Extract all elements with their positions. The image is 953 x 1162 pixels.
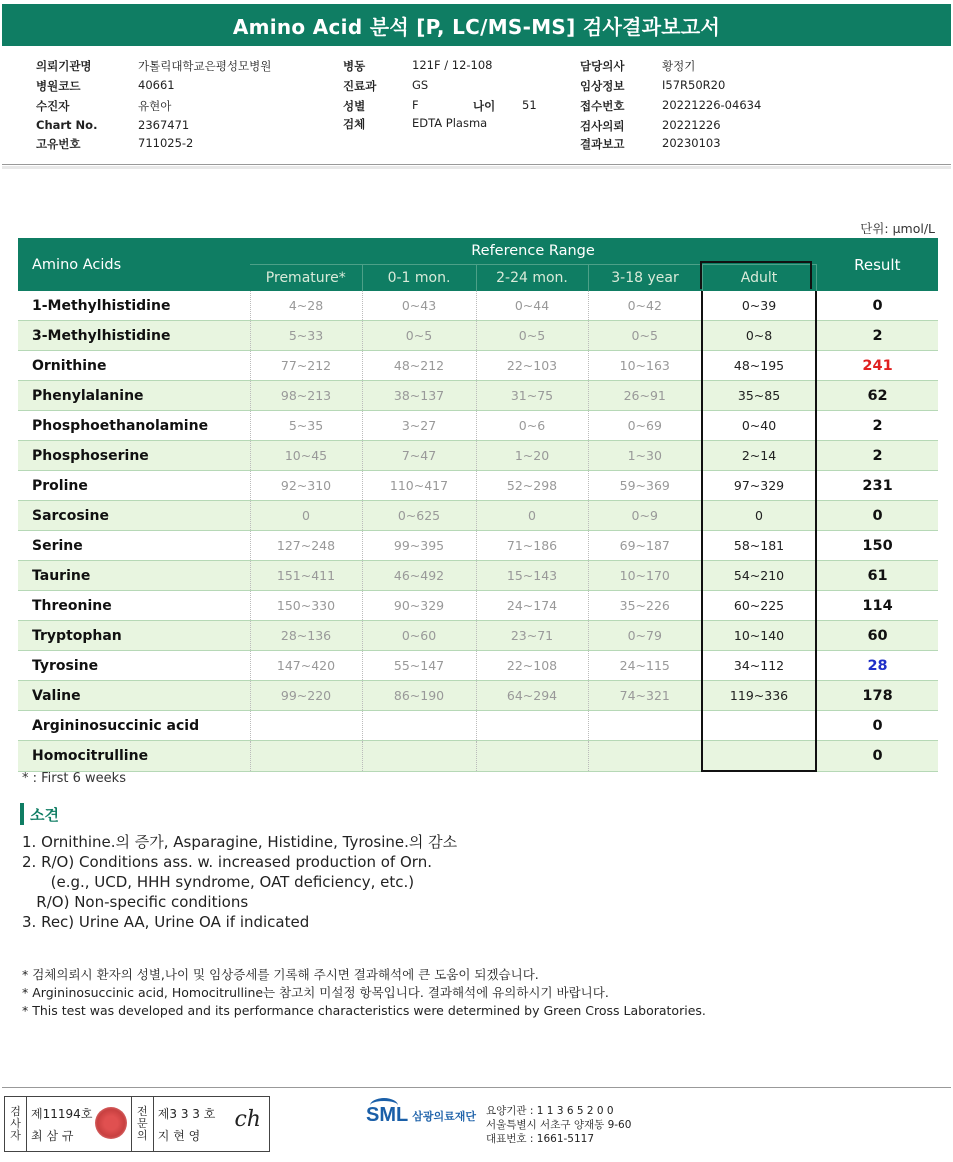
result-value: 178 <box>816 681 938 711</box>
ref-range: 3~27 <box>362 411 476 441</box>
ref-range <box>250 711 362 741</box>
logo-org: 삼광의료재단 <box>412 1109 476 1123</box>
header-ref-col-adult: Adult <box>702 265 816 292</box>
header-ref-col: 3-18 year <box>588 265 702 292</box>
ref-range: 0~42 <box>588 291 702 321</box>
info-label: 담당의사 <box>580 59 625 73</box>
ref-range-adult: 35~85 <box>702 381 816 411</box>
ref-range: 64~294 <box>476 681 588 711</box>
result-value: 2 <box>816 321 938 351</box>
patient-info <box>0 52 953 162</box>
ref-range: 5~33 <box>250 321 362 351</box>
amino-acid-name: Homocitrulline <box>18 741 250 772</box>
table-row <box>18 291 938 321</box>
header-result: Result <box>816 238 938 291</box>
ref-range: 5~35 <box>250 411 362 441</box>
ref-range <box>362 711 476 741</box>
footnote: * : First 6 weeks <box>22 771 126 786</box>
ref-range: 0~5 <box>588 321 702 351</box>
result-value: 0 <box>816 501 938 531</box>
ref-range-adult <box>702 741 816 772</box>
result-value: 241 <box>816 351 938 381</box>
remark-line: * This test was developed and its performance characteristics were determined by Green Cross Laboratories. <box>22 1003 706 1018</box>
ref-range-adult: 48~195 <box>702 351 816 381</box>
header-ref-col: Premature* <box>250 265 362 292</box>
findings-title: 소견 <box>30 806 59 824</box>
info-label: 임상정보 <box>580 79 625 93</box>
ref-range: 46~492 <box>362 561 476 591</box>
signature: ch <box>234 1107 261 1132</box>
info-value: 40661 <box>138 78 175 92</box>
ref-range: 7~47 <box>362 441 476 471</box>
specialist-vertical-label <box>132 1097 154 1151</box>
info-label: 수진자 <box>36 99 70 113</box>
examiner-name: 최 삼 규 <box>31 1129 74 1143</box>
info-value: 유현아 <box>138 99 172 113</box>
info-label: 결과보고 <box>580 137 625 151</box>
finding-line: (e.g., UCD, HHH syndrome, OAT deficiency, etc.) <box>22 873 415 891</box>
ref-range-adult: 0~8 <box>702 321 816 351</box>
header-amino-acids: Amino Acids <box>18 238 250 291</box>
info-label: 의뢰기관명 <box>36 59 92 73</box>
unit-label: 단위: μmol/L <box>860 221 935 236</box>
ref-range-adult: 97~329 <box>702 471 816 501</box>
ref-range: 90~329 <box>362 591 476 621</box>
ref-range <box>362 741 476 772</box>
specialist-name: 지 현 영 <box>157 1129 201 1143</box>
table-row <box>18 591 938 621</box>
amino-acid-name: Tryptophan <box>18 621 250 651</box>
ref-range: 150~330 <box>250 591 362 621</box>
ref-range: 59~369 <box>588 471 702 501</box>
header-ref-col: 0-1 mon. <box>362 265 476 292</box>
ref-range: 22~103 <box>476 351 588 381</box>
ref-range: 28~136 <box>250 621 362 651</box>
table-row <box>18 621 938 651</box>
examiner-cell <box>27 1097 132 1151</box>
table-row <box>18 321 938 351</box>
amino-acid-name: Serine <box>18 531 250 561</box>
ref-range: 98~213 <box>250 381 362 411</box>
ref-range: 0~5 <box>476 321 588 351</box>
ref-range: 0~625 <box>362 501 476 531</box>
finding-line: 1. Ornithine.의 증가, Asparagine, Histidine, Tyrosine.의 감소 <box>22 833 458 851</box>
ref-range: 10~45 <box>250 441 362 471</box>
addr-line: 대표번호 : 1661-5117 <box>486 1133 595 1145</box>
footer-divider <box>2 1087 951 1088</box>
info-label: 병동 <box>343 59 366 73</box>
table-row <box>18 561 938 591</box>
signature-box <box>4 1096 270 1152</box>
header-reference-range: Reference Range <box>250 238 816 265</box>
ref-range <box>476 741 588 772</box>
ref-range-adult: 0~40 <box>702 411 816 441</box>
table-row <box>18 531 938 561</box>
info-value: 711025-2 <box>138 136 194 150</box>
ref-range: 10~170 <box>588 561 702 591</box>
ref-range: 24~174 <box>476 591 588 621</box>
ref-range: 0~60 <box>362 621 476 651</box>
ref-range: 4~28 <box>250 291 362 321</box>
ref-range <box>476 711 588 741</box>
ref-range: 151~411 <box>250 561 362 591</box>
specialist-number: 제3 3 3 호 <box>157 1107 216 1121</box>
ref-range: 0 <box>250 501 362 531</box>
ref-range: 71~186 <box>476 531 588 561</box>
info-label: 접수번호 <box>580 99 625 113</box>
result-value: 61 <box>816 561 938 591</box>
info-label: 고유번호 <box>36 137 81 151</box>
amino-acid-name: Phosphoethanolamine <box>18 411 250 441</box>
report-title: Amino Acid 분석 [P, LC/MS-MS] 검사결과보고서 <box>2 4 951 46</box>
findings <box>22 832 457 932</box>
amino-acid-name: Phenylalanine <box>18 381 250 411</box>
info-label: 성별 <box>343 99 366 113</box>
remark-line: * 검체의뢰시 환자의 성별,나이 및 임상증세를 기록해 주시면 결과해석에 큰 도움이 되겠습니다. <box>22 967 539 982</box>
ref-range: 0~5 <box>362 321 476 351</box>
ref-range-adult: 58~181 <box>702 531 816 561</box>
info-label: 나이 <box>473 99 496 113</box>
divider <box>2 166 951 169</box>
logo-arc-icon <box>370 1098 398 1113</box>
ref-range: 31~75 <box>476 381 588 411</box>
result-value: 2 <box>816 441 938 471</box>
result-value: 0 <box>816 741 938 772</box>
info-label: 진료과 <box>343 79 377 93</box>
info-value: 20221226 <box>662 118 721 132</box>
info-value: 황정기 <box>662 59 696 73</box>
ref-range: 26~91 <box>588 381 702 411</box>
info-value: 가톨릭대학교은평성모병원 <box>138 59 272 73</box>
findings-marker <box>20 803 24 825</box>
ref-range-adult: 119~336 <box>702 681 816 711</box>
finding-line: R/O) Non-specific conditions <box>22 893 249 911</box>
ref-range: 24~115 <box>588 651 702 681</box>
result-value: 0 <box>816 291 938 321</box>
info-value: EDTA Plasma <box>412 116 488 130</box>
table-row <box>18 681 938 711</box>
ref-range: 38~137 <box>362 381 476 411</box>
ref-range: 69~187 <box>588 531 702 561</box>
institution-address <box>486 1104 631 1146</box>
amino-acid-table <box>18 238 938 772</box>
ref-range: 0~69 <box>588 411 702 441</box>
ref-range: 0~43 <box>362 291 476 321</box>
table-row <box>18 741 938 772</box>
ref-range: 77~212 <box>250 351 362 381</box>
seal-stamp-icon <box>95 1107 127 1139</box>
amino-acid-name: Tyrosine <box>18 651 250 681</box>
info-value: 20221226-04634 <box>662 98 762 112</box>
ref-range: 74~321 <box>588 681 702 711</box>
info-label: Chart No. <box>36 118 98 132</box>
table-row <box>18 711 938 741</box>
amino-acid-name: Taurine <box>18 561 250 591</box>
result-value: 28 <box>816 651 938 681</box>
amino-acid-name: Phosphoserine <box>18 441 250 471</box>
ref-range <box>588 741 702 772</box>
result-value: 231 <box>816 471 938 501</box>
ref-range: 127~248 <box>250 531 362 561</box>
ref-range <box>588 711 702 741</box>
ref-range-adult: 0 <box>702 501 816 531</box>
table-row <box>18 381 938 411</box>
ref-range: 52~298 <box>476 471 588 501</box>
ref-range: 1~20 <box>476 441 588 471</box>
divider <box>2 164 951 165</box>
vchar: 자 <box>10 1129 21 1142</box>
amino-acid-name: Valine <box>18 681 250 711</box>
header-ref-col: 2-24 mon. <box>476 265 588 292</box>
info-value: 20230103 <box>662 136 721 150</box>
ref-range-adult: 60~225 <box>702 591 816 621</box>
examiner-vertical-label <box>5 1097 27 1151</box>
info-value: GS <box>412 78 429 92</box>
result-value: 60 <box>816 621 938 651</box>
logo-mark: SML <box>366 1104 409 1126</box>
addr-line: 서울특별시 서초구 양재동 9-60 <box>486 1119 632 1131</box>
amino-acid-name: 3-Methylhistidine <box>18 321 250 351</box>
result-value: 0 <box>816 711 938 741</box>
finding-line: 3. Rec) Urine AA, Urine OA if indicated <box>22 913 310 931</box>
table-row <box>18 351 938 381</box>
specialist-cell <box>154 1097 269 1151</box>
info-value: 51 <box>522 98 537 112</box>
amino-acid-name: Argininosuccinic acid <box>18 711 250 741</box>
amino-acid-name: Sarcosine <box>18 501 250 531</box>
ref-range: 48~212 <box>362 351 476 381</box>
ref-range: 23~71 <box>476 621 588 651</box>
vchar: 의 <box>136 1129 148 1142</box>
ref-range: 0 <box>476 501 588 531</box>
table-row <box>18 471 938 501</box>
examiner-number: 제11194호 <box>31 1107 93 1121</box>
ref-range: 22~108 <box>476 651 588 681</box>
info-value: F <box>412 98 419 112</box>
info-value: 2367471 <box>138 118 190 132</box>
info-value: I57R50R20 <box>662 78 726 92</box>
amino-acid-name: Threonine <box>18 591 250 621</box>
ref-range-adult: 0~39 <box>702 291 816 321</box>
ref-range: 86~190 <box>362 681 476 711</box>
vchar: 사 <box>10 1117 21 1130</box>
info-label: 병원코드 <box>36 79 81 93</box>
amino-acid-name: Proline <box>18 471 250 501</box>
remark-line: * Argininosuccinic acid, Homocitrulline는 참고치 미설정 항목입니다. 결과해석에 유의하시기 바랍니다. <box>22 985 609 1000</box>
ref-range: 147~420 <box>250 651 362 681</box>
result-value: 150 <box>816 531 938 561</box>
finding-line: 2. R/O) Conditions ass. w. increased production of Orn. <box>22 853 432 871</box>
ref-range: 0~44 <box>476 291 588 321</box>
remarks <box>22 966 706 1020</box>
amino-acid-name: 1-Methylhistidine <box>18 291 250 321</box>
info-label: 검체 <box>343 117 366 131</box>
vchar: 전 <box>136 1105 148 1118</box>
ref-range-adult: 54~210 <box>702 561 816 591</box>
info-value: 121F / 12-108 <box>412 58 493 72</box>
info-label: 검사의뢰 <box>580 119 625 133</box>
vchar: 검 <box>10 1105 21 1118</box>
table-row <box>18 411 938 441</box>
adult-highlight-box <box>700 261 812 289</box>
ref-range: 1~30 <box>588 441 702 471</box>
ref-range: 15~143 <box>476 561 588 591</box>
ref-range: 35~226 <box>588 591 702 621</box>
result-value: 62 <box>816 381 938 411</box>
ref-range-adult <box>702 711 816 741</box>
result-value: 2 <box>816 411 938 441</box>
vchar: 문 <box>136 1117 148 1130</box>
ref-range: 110~417 <box>362 471 476 501</box>
addr-line: 요양기관 : 1 1 3 6 5 2 0 0 <box>486 1105 614 1117</box>
ref-range: 0~9 <box>588 501 702 531</box>
table-row <box>18 501 938 531</box>
table-row <box>18 441 938 471</box>
ref-range <box>250 741 362 772</box>
ref-range-adult: 10~140 <box>702 621 816 651</box>
ref-range: 10~163 <box>588 351 702 381</box>
ref-range: 99~395 <box>362 531 476 561</box>
ref-range: 0~79 <box>588 621 702 651</box>
ref-range: 0~6 <box>476 411 588 441</box>
ref-range: 55~147 <box>362 651 476 681</box>
table-row <box>18 651 938 681</box>
result-value: 114 <box>816 591 938 621</box>
ref-range: 99~220 <box>250 681 362 711</box>
sml-logo <box>366 1104 476 1127</box>
ref-range: 92~310 <box>250 471 362 501</box>
ref-range-adult: 2~14 <box>702 441 816 471</box>
amino-acid-name: Ornithine <box>18 351 250 381</box>
ref-range-adult: 34~112 <box>702 651 816 681</box>
